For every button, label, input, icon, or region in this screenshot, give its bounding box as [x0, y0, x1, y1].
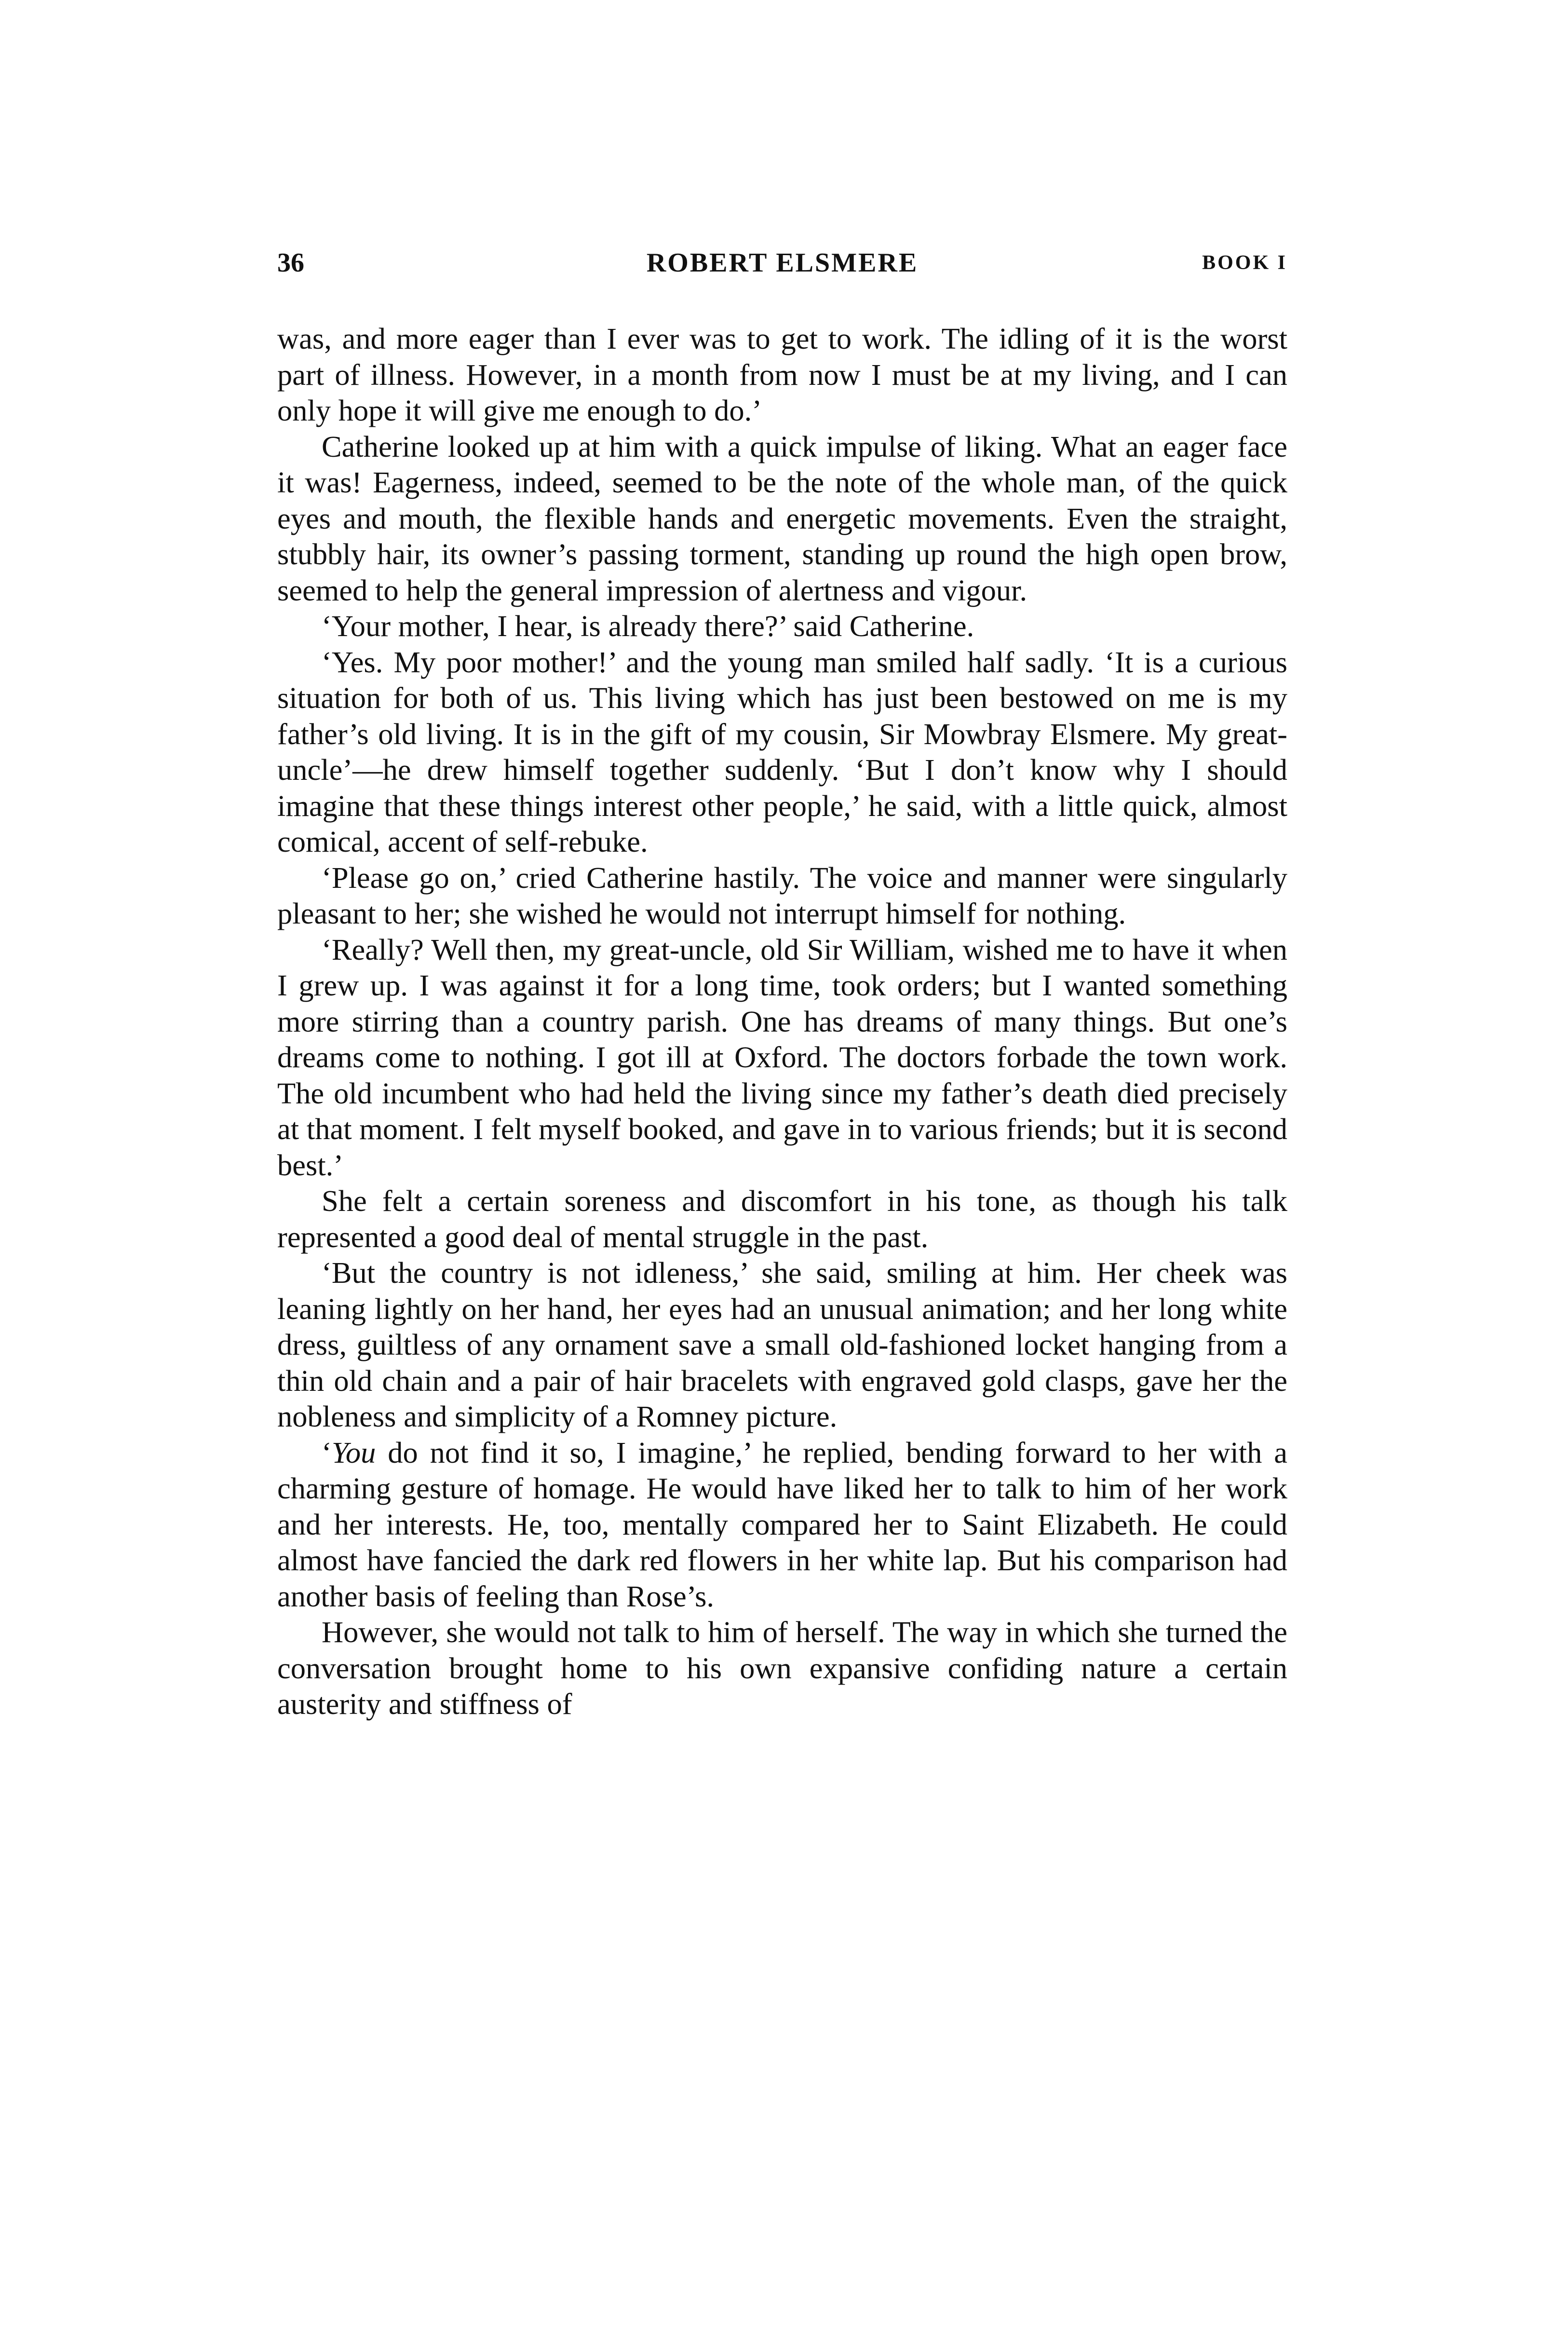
book-page	[277, 244, 1287, 1722]
paragraph: She felt a certain soreness and discomfort in his tone, as though his talk represented a good deal of mental struggle in the past.	[277, 1184, 1287, 1254]
running-head	[277, 244, 1287, 282]
book-label: BOOK I	[1202, 252, 1287, 274]
running-title: ROBERT ELSMERE	[646, 248, 919, 278]
paragraph: Catherine looked up at him with a quick impulse of liking. What an eager face it was! Eagerness, indeed, seemed to be the note of the whole man, of the quick eyes and mouth, the flexible hands and energetic movements. Even the straight, stubbly hair, its owner’s passing torment, standing up round the high open brow, seemed to help the general impression of alertness and vigour.	[277, 429, 1287, 607]
body-text	[277, 321, 1287, 1722]
paragraph: was, and more eager than I ever was to get to work. The idling of it is the worst part of illness. However, in a month from now I must be at my living, and I can only hope it will give me enough to do.’	[277, 322, 1287, 427]
paragraph: ‘Yes. My poor mother!’ and the young man smiled half sadly. ‘It is a curious situation for both of us. This living which has just been bestowed on me is my father’s old living. It is in the gift of my cousin, Sir Mowbray Elsmere. My great-uncle’—he drew himself together suddenly. ‘But I don’t know why I should imagine that these things interest other people,’ he said, with a little quick, almost comical, accent of self-rebuke.	[277, 645, 1287, 858]
paragraph: ‘Really? Well then, my great-uncle, old Sir William, wished me to have it when I grew up. I was against it for a long time, took orders; but I wanted something more stirring than a country parish. One has dreams of many things. But one’s dreams come to nothing. I got ill at Oxford. The doctors forbade the town work. The old incumbent who had held the living since my father’s death died precisely at that moment. I felt myself booked, and gave in to various friends; but it is second best.’	[277, 932, 1287, 1182]
paragraph: However, she would not talk to him of herself. The way in which she turned the conversation brought home to his own expansive confiding nature a certain austerity and stiffness of	[277, 1615, 1287, 1721]
paragraph: ‘Please go on,’ cried Catherine hastily. The voice and manner were singularly pleasant to her; she wished he would not interrupt himself for nothing.	[277, 860, 1287, 930]
paragraph: ‘Your mother, I hear, is already there?’ said Catherine.	[322, 609, 974, 643]
paragraph	[277, 1435, 1287, 1615]
quote-mark: ‘	[322, 1435, 332, 1469]
page-number: 36	[277, 248, 304, 278]
paragraph-continuation: do not find it so, I imagine,’ he replied, bending forward to her with a charming gesture of homage. He would have liked her to talk to him of her work and her interests. He, too, mentally compared her to Saint Elizabeth. He could almost have fancied the dark red flowers in her white lap. But his comparison had another basis of feeling than Rose’s.	[277, 1435, 1287, 1613]
paragraph: ‘But the country is not idleness,’ she said, smiling at him. Her cheek was leaning lightly on her hand, her eyes had an unusual animation; and her long white dress, guiltless of any ornament save a small old-fashioned locket hanging from a thin old chain and a pair of hair bracelets with engraved gold clasps, gave her the nobleness and simplicity of a Romney picture.	[277, 1256, 1287, 1433]
italic-word: You	[331, 1435, 376, 1469]
